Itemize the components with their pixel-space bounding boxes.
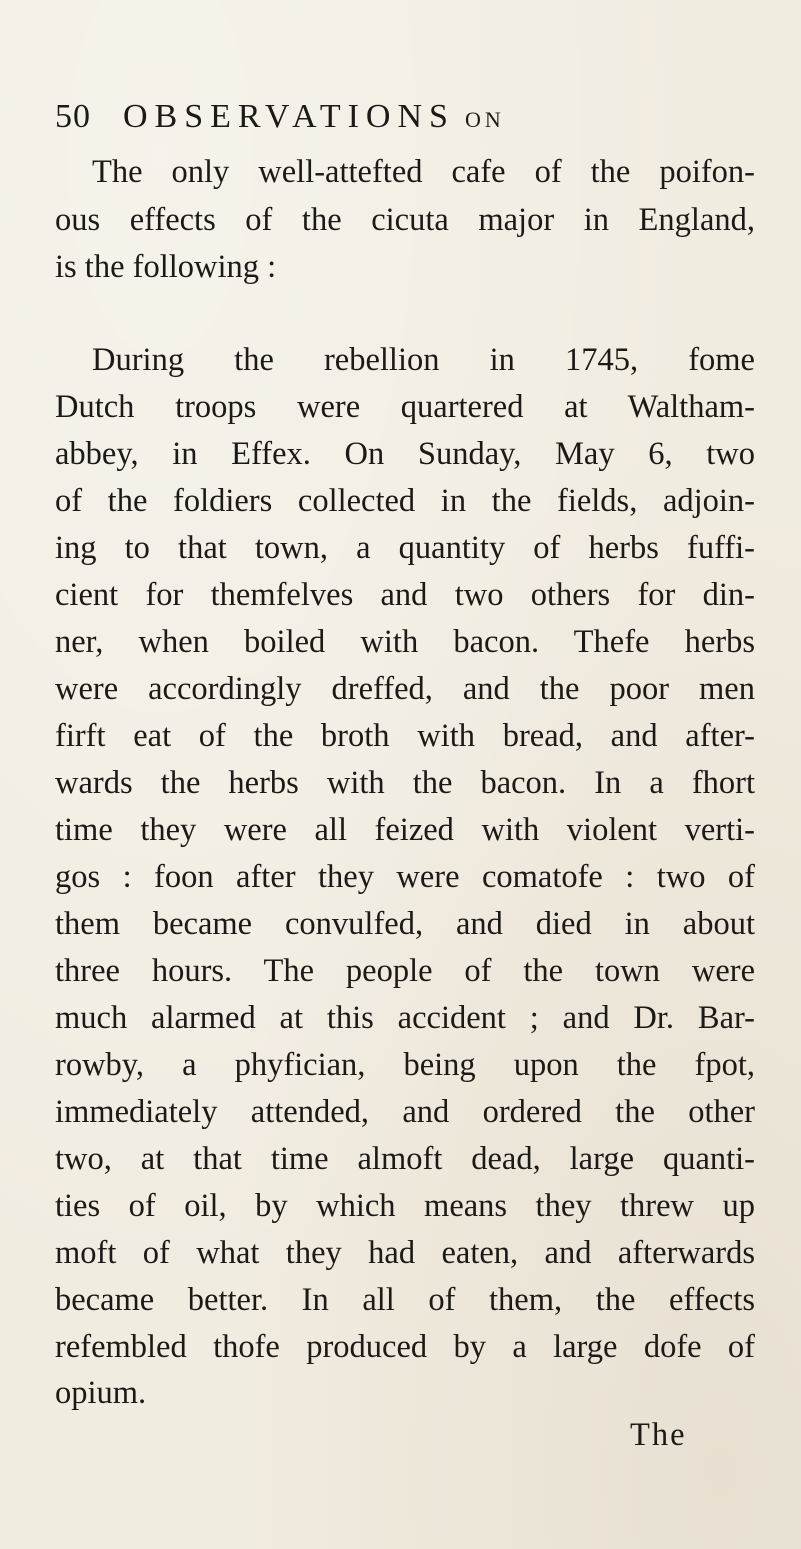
paragraph-2-line-18: two, at that time almoft dead, large quanti-	[55, 1141, 755, 1177]
paragraph-2-line-11: time they were all feized with violent verti-	[55, 812, 755, 848]
paragraph-2-line-14: three hours. The people of the town were	[55, 953, 755, 989]
paragraph-2-line-19: ties of oil, by which means they threw up	[55, 1188, 755, 1224]
paragraph-1-line-2: ous effects of the cicuta major in England,	[55, 202, 755, 238]
paragraph-2-line-7: ner, when boiled with bacon. Thefe herbs	[55, 624, 755, 660]
paragraph-2-line-12: gos : foon after they were comatofe : two of	[55, 859, 755, 895]
paragraph-2-line-16: rowby, a phyfician, being upon the fpot,	[55, 1047, 755, 1083]
paragraph-2-line-10: wards the herbs with the bacon. In a fhort	[55, 765, 755, 801]
paragraph-2-line-3: abbey, in Effex. On Sunday, May 6, two	[55, 436, 755, 472]
paragraph-2-line-15: much alarmed at this accident ; and Dr. Bar-	[55, 1000, 755, 1036]
paragraph-2-line-1: During the rebellion in 1745, fome	[92, 342, 755, 378]
paragraph-2-line-6: cient for themfelves and two others for din-	[55, 577, 755, 613]
catchword: The	[630, 1417, 687, 1453]
paragraph-2-line-23: opium.	[55, 1375, 147, 1411]
paragraph-2-line-4: of the foldiers collected in the fields, adjoin-	[55, 483, 755, 519]
paragraph-2-line-8: were accordingly dreffed, and the poor men	[55, 671, 755, 707]
paragraph-2-line-17: immediately attended, and ordered the other	[55, 1094, 755, 1130]
paragraph-2-line-2: Dutch troops were quartered at Waltham-	[55, 389, 755, 425]
page-header	[55, 98, 755, 148]
paragraph-2-line-22: refembled thofe produced by a large dofe of	[55, 1329, 755, 1365]
page-number: 50	[55, 98, 91, 135]
paragraph-2-line-21: became better. In all of them, the effects	[55, 1282, 755, 1318]
paragraph-2-line-9: firft eat of the broth with bread, and after-	[55, 718, 755, 754]
paragraph-2-line-13: them became convulfed, and died in about	[55, 906, 755, 942]
paragraph-1-line-3: is the following :	[55, 249, 277, 285]
running-head-suffix: ON	[464, 107, 505, 132]
paragraph-2-line-5: ing to that town, a quantity of herbs fuffi-	[55, 530, 755, 566]
running-head: OBSERVATIONS	[123, 98, 455, 135]
paragraph-2-line-20: moft of what they had eaten, and afterwards	[55, 1235, 755, 1271]
paragraph-1-line-1: The only well-attefted cafe of the poifon-	[92, 154, 755, 190]
